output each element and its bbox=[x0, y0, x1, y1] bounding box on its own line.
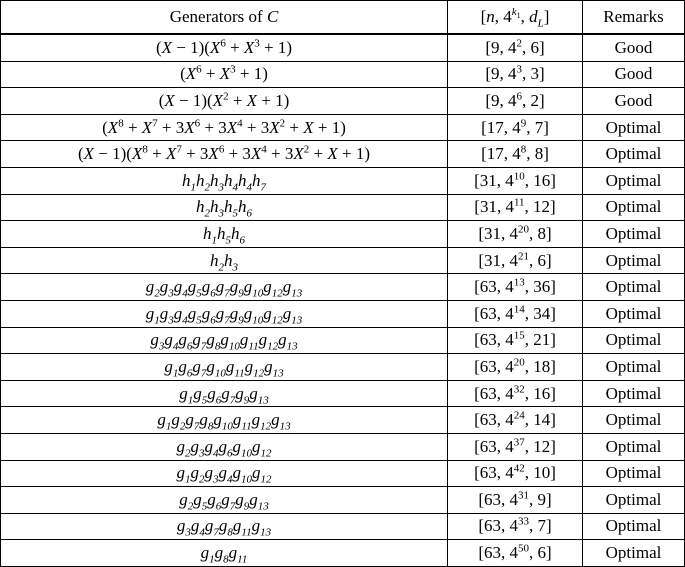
generator-cell: $g_3g_4g_6g_7g_8g_{10}g_{11}g_{12}g_{13}$ bbox=[1, 327, 448, 354]
params-cell: [63, $4^{20}$, 18] bbox=[448, 354, 583, 381]
table-row bbox=[1, 247, 685, 274]
params-cell: [17, $4^9$, 7] bbox=[448, 114, 583, 141]
table-row bbox=[1, 61, 685, 88]
generator-cell: $(X - 1)(X^8 + X^7 + 3X^6 + 3X^4 + 3X^2 + X + 1)$ bbox=[1, 141, 448, 168]
params-cell: [63, $4^{33}$, 7] bbox=[448, 513, 583, 540]
params-cell: [9, $4^2$, 6] bbox=[448, 34, 583, 61]
remark-cell: Good bbox=[583, 61, 685, 88]
generator-cell: $h_2h_3h_5h_6$ bbox=[1, 194, 448, 221]
remark-cell: Optimal bbox=[583, 460, 685, 487]
remark-cell: Optimal bbox=[583, 433, 685, 460]
header-params: [n, $4^{k_1}$, $d_L$] bbox=[448, 1, 583, 35]
remark-cell: Optimal bbox=[583, 274, 685, 301]
params-cell: [17, $4^8$, 8] bbox=[448, 141, 583, 168]
remark-cell: Optimal bbox=[583, 221, 685, 248]
generator-cell: $h_2h_3$ bbox=[1, 247, 448, 274]
remark-cell: Optimal bbox=[583, 487, 685, 514]
params-cell: [9, $4^6$, 2] bbox=[448, 88, 583, 115]
params-cell: [31, $4^{11}$, 12] bbox=[448, 194, 583, 221]
generator-cell: $(X - 1)(X^6 + X^3 + 1)$ bbox=[1, 34, 448, 61]
remark-cell: Optimal bbox=[583, 114, 685, 141]
table-row bbox=[1, 354, 685, 381]
table-row bbox=[1, 460, 685, 487]
remark-cell: Optimal bbox=[583, 327, 685, 354]
remark-cell: Optimal bbox=[583, 540, 685, 567]
table-row bbox=[1, 34, 685, 61]
table-body bbox=[1, 34, 685, 566]
remark-cell: Good bbox=[583, 34, 685, 61]
generator-cell: $(X - 1)(X^2 + X + 1)$ bbox=[1, 88, 448, 115]
params-cell: [63, $4^{31}$, 9] bbox=[448, 487, 583, 514]
params-cell: [63, $4^{14}$, 34] bbox=[448, 300, 583, 327]
generator-cell: $g_1g_5g_6g_7g_9g_{13}$ bbox=[1, 380, 448, 407]
header-generators: Generators of C bbox=[1, 1, 448, 35]
remark-cell: Optimal bbox=[583, 167, 685, 194]
remark-cell: Optimal bbox=[583, 354, 685, 381]
remark-cell: Good bbox=[583, 88, 685, 115]
remark-cell: Optimal bbox=[583, 513, 685, 540]
table-row bbox=[1, 327, 685, 354]
generator-cell: $g_1g_8g_{11}$ bbox=[1, 540, 448, 567]
generator-cell: $(X^6 + X^3 + 1)$ bbox=[1, 61, 448, 88]
table-row bbox=[1, 487, 685, 514]
generator-cell: $g_2g_3g_4g_6g_{10}g_{12}$ bbox=[1, 433, 448, 460]
table-row bbox=[1, 141, 685, 168]
params-cell: [63, $4^{24}$, 14] bbox=[448, 407, 583, 434]
table-row bbox=[1, 407, 685, 434]
table-row bbox=[1, 221, 685, 248]
table-row bbox=[1, 167, 685, 194]
generator-cell: $h_1h_5h_6$ bbox=[1, 221, 448, 248]
generator-cell: $g_1g_2g_7g_8g_{10}g_{11}g_{12}g_{13}$ bbox=[1, 407, 448, 434]
table-row bbox=[1, 513, 685, 540]
table-row bbox=[1, 114, 685, 141]
table-row bbox=[1, 380, 685, 407]
remark-cell: Optimal bbox=[583, 247, 685, 274]
generator-cell: $g_1g_3g_4g_5g_6g_7g_9g_{10}g_{12}g_{13}$ bbox=[1, 300, 448, 327]
remark-cell: Optimal bbox=[583, 141, 685, 168]
params-cell: [63, $4^{37}$, 12] bbox=[448, 433, 583, 460]
table-row bbox=[1, 88, 685, 115]
params-cell: [9, $4^3$, 3] bbox=[448, 61, 583, 88]
params-cell: [31, $4^{10}$, 16] bbox=[448, 167, 583, 194]
remark-cell: Optimal bbox=[583, 380, 685, 407]
params-cell: [63, $4^{15}$, 21] bbox=[448, 327, 583, 354]
remark-cell: Optimal bbox=[583, 194, 685, 221]
table-row bbox=[1, 433, 685, 460]
header-row bbox=[1, 1, 685, 35]
params-cell: [63, $4^{42}$, 10] bbox=[448, 460, 583, 487]
params-cell: [31, $4^{21}$, 6] bbox=[448, 247, 583, 274]
generator-cell: $g_3g_4g_7g_8g_{11}g_{13}$ bbox=[1, 513, 448, 540]
generator-cell: $g_2g_3g_4g_5g_6g_7g_9g_{10}g_{12}g_{13}$ bbox=[1, 274, 448, 301]
generator-cell: $g_1g_2g_3g_4g_{10}g_{12}$ bbox=[1, 460, 448, 487]
table-row bbox=[1, 194, 685, 221]
table-row bbox=[1, 300, 685, 327]
header-remarks: Remarks bbox=[583, 1, 685, 35]
generator-cell: $(X^8 + X^7 + 3X^6 + 3X^4 + 3X^2 + X + 1)$ bbox=[1, 114, 448, 141]
params-cell: [63, $4^{13}$, 36] bbox=[448, 274, 583, 301]
params-cell: [31, $4^{20}$, 8] bbox=[448, 221, 583, 248]
params-cell: [63, $4^{32}$, 16] bbox=[448, 380, 583, 407]
table-row bbox=[1, 540, 685, 567]
params-cell: [63, $4^{50}$, 6] bbox=[448, 540, 583, 567]
generator-cell: $h_1h_2h_3h_4h_4h_7$ bbox=[1, 167, 448, 194]
generator-cell: $g_1g_6g_7g_{10}g_{11}g_{12}g_{13}$ bbox=[1, 354, 448, 381]
remark-cell: Optimal bbox=[583, 407, 685, 434]
generator-cell: $g_2g_5g_6g_7g_9g_{13}$ bbox=[1, 487, 448, 514]
remark-cell: Optimal bbox=[583, 300, 685, 327]
table-row bbox=[1, 274, 685, 301]
